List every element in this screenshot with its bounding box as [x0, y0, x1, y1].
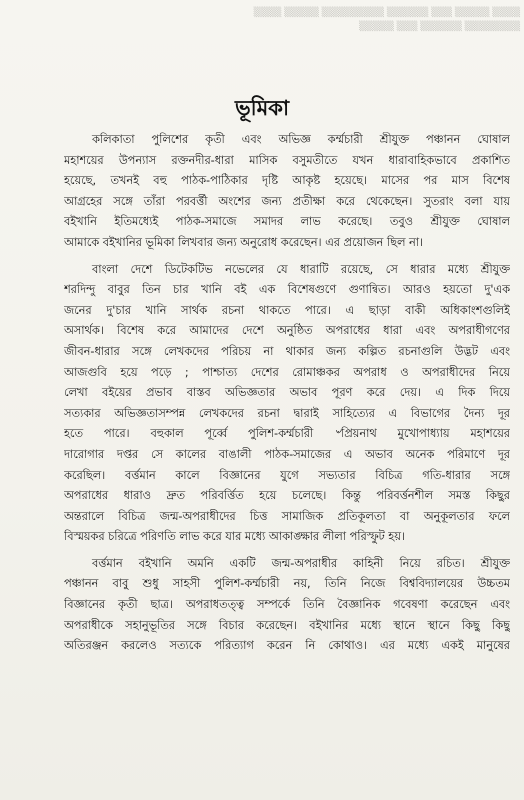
text-line: বিজ্ঞানের কৃতী ছাত্র। অপরাধতত্ত্ব সম্পর্কে তিনি বৈজ্ঞানিক গবেষণা করেছেন এবং — [64, 598, 510, 612]
text-line: বাংলা দেশে ডিটেকটিভ নভেলের যে ধারাটি রয়েছে, সে ধারার মধ্যে শ্রীযুক্ত — [92, 262, 510, 276]
text-line: জনের দু'চার খানি সার্থক রচনা থাকতে পারে। এ ছাড়া বাকী অধিকাংশগুলিই — [64, 303, 510, 317]
preface-body — [64, 130, 510, 663]
text-line: শরদিন্দু বাবুর তিন চার খানি বই এক বিশেষগুণে গুণান্বিত। আরও হয়তো দু'এক — [64, 283, 510, 297]
text-line: হতে পারে। বহুকাল পূর্ব্বে পুলিশ-কর্ম্মচারী ৺প্রিয়নাথ মুখোপাধ্যায় মহাশয়ের — [64, 427, 510, 441]
text-line: আগ্রহের সঙ্গে তাঁরা পরবর্ত্তী অংশের জন্য প্রতীক্ষা করে থেকেছেন। সুতরাং বলা যায় — [64, 194, 510, 208]
text-line: অসার্থক। বিশেষ করে আমাদের দেশে অনুষ্ঠিত অপরাধের ধারা এবং অপরাধীগণের — [64, 324, 510, 338]
text-line: জীবন-ধারার সঙ্গে লেখকদের পরিচয় না থাকার জন্য কল্পিত রচনাগুলি উদ্ভট এবং — [64, 344, 510, 358]
text-line: অপরাধীকে সহানুভূতির সঙ্গে বিচার করেছেন। বইখানির মধ্যে স্থানে স্থানে কিছু কিছু — [64, 618, 510, 632]
text-line: আজগুবি হয়ে পড়ে ; পাশ্চাত্য দেশের রোমাঞ্চকর অপরাধ ও অপরাধীদের নিয়ে — [64, 365, 510, 379]
text-line: বিস্ময়কর চরিত্রে পরিণতি লাভ করে যার মধ্যে আকাঙ্ক্ষার লীলা পরিস্ফুট হয়। — [64, 530, 405, 544]
text-line: অপরাধের ধারাও দ্রুত পরিবর্ত্তিত হয়ে চলেছে। কিন্তু পরিবর্ত্তনশীল সমস্ত কিছুর — [64, 489, 510, 503]
text-line: বইখানি ইতিমধ্যেই পাঠক-সমাজে সমাদর লাভ করেছে। তবুও শ্রীযুক্ত ঘোষাল — [64, 215, 510, 229]
text-line: কলিকাতা পুলিশের কৃতী এবং অভিজ্ঞ কর্ম্মচারী শ্রীযুক্ত পঞ্চানন ঘোষাল — [92, 133, 510, 146]
text-line: হয়েছে, তখনই বহু পাঠক-পাঠিকার দৃষ্টি আকৃষ্ট হয়েছে। মাসের পর মাস বিশেষ — [64, 174, 510, 188]
text-line: মহাশয়ের উপন্যাস রক্তনদীর-ধারা মাসিক বসুমতীতে যখন ধারাবাহিকভাবে প্রকাশিত — [64, 153, 510, 167]
text-line: সত্যকার অভিজ্ঞতাসম্পন্ন লেখকদের রচনা দ্বারাই সাহিত্যের এ বিভাগের দৈন্য দূর — [64, 406, 510, 420]
text-line: আমাকে বইখানির ভূমিকা লিখবার জন্য অনুরোধ করেছেন। এর প্রয়োজন ছিল না। — [64, 235, 424, 249]
paragraph-3 — [64, 554, 510, 657]
bleed-through-text: ▒▒▒▒ ▒▒▒▒▒ ▒▒▒▒▒▒▒▒▒ ▒▒▒▒▒▒ ▒▒▒ ▒▒▒▒▒ ▒▒▒▒ ▒▒▒▒▒ ▒▒▒ ▒▒▒▒▒▒ ▒▒▒▒▒▒▒▒ — [253, 8, 520, 32]
text-line: বর্ত্তমান বইখানি অমনি একটি জন্ম-অপরাধীর কাহিনী নিয়ে রচিত। শ্রীযুক্ত — [92, 556, 510, 570]
text-line: অতিরঞ্জন করলেও সত্যকে পরিত্যাগ করেন নি কোথাও। এর মধ্যে একই মানুষের — [64, 639, 510, 653]
text-line: দারোগার দপ্তর সে কালের বাঙালী পাঠক-সমাজের এ অভাব অনেক পরিমাণে দূর — [64, 447, 510, 461]
page-title: ভূমিকা — [234, 96, 290, 120]
text-line: লেখা বইয়ের প্রভাব বাস্তব অভিজ্ঞতার অভাব পূরণ করে দেয়। এ দিক দিয়ে — [64, 386, 510, 400]
text-line: পঞ্চানন বাবু শুধু সাহসী পুলিশ-কর্ম্মচারী নয়, তিনি নিজে বিশ্ববিদ্যালয়ের উচ্চতম — [64, 577, 510, 591]
paragraph-1 — [64, 130, 510, 254]
text-line: করেছিল। বর্ত্তমান কালে বিজ্ঞানের যুগে সভ্যতার বিচিত্র গতি-ধারার সঙ্গে — [64, 468, 510, 482]
text-line: অন্তরালে বিচিত্র জন্ম-অপরাধীদের চিত্ত সামাজিক প্রতিকূলতা বা অনুকূলতার ফলে — [64, 509, 510, 523]
paragraph-2 — [64, 260, 510, 548]
